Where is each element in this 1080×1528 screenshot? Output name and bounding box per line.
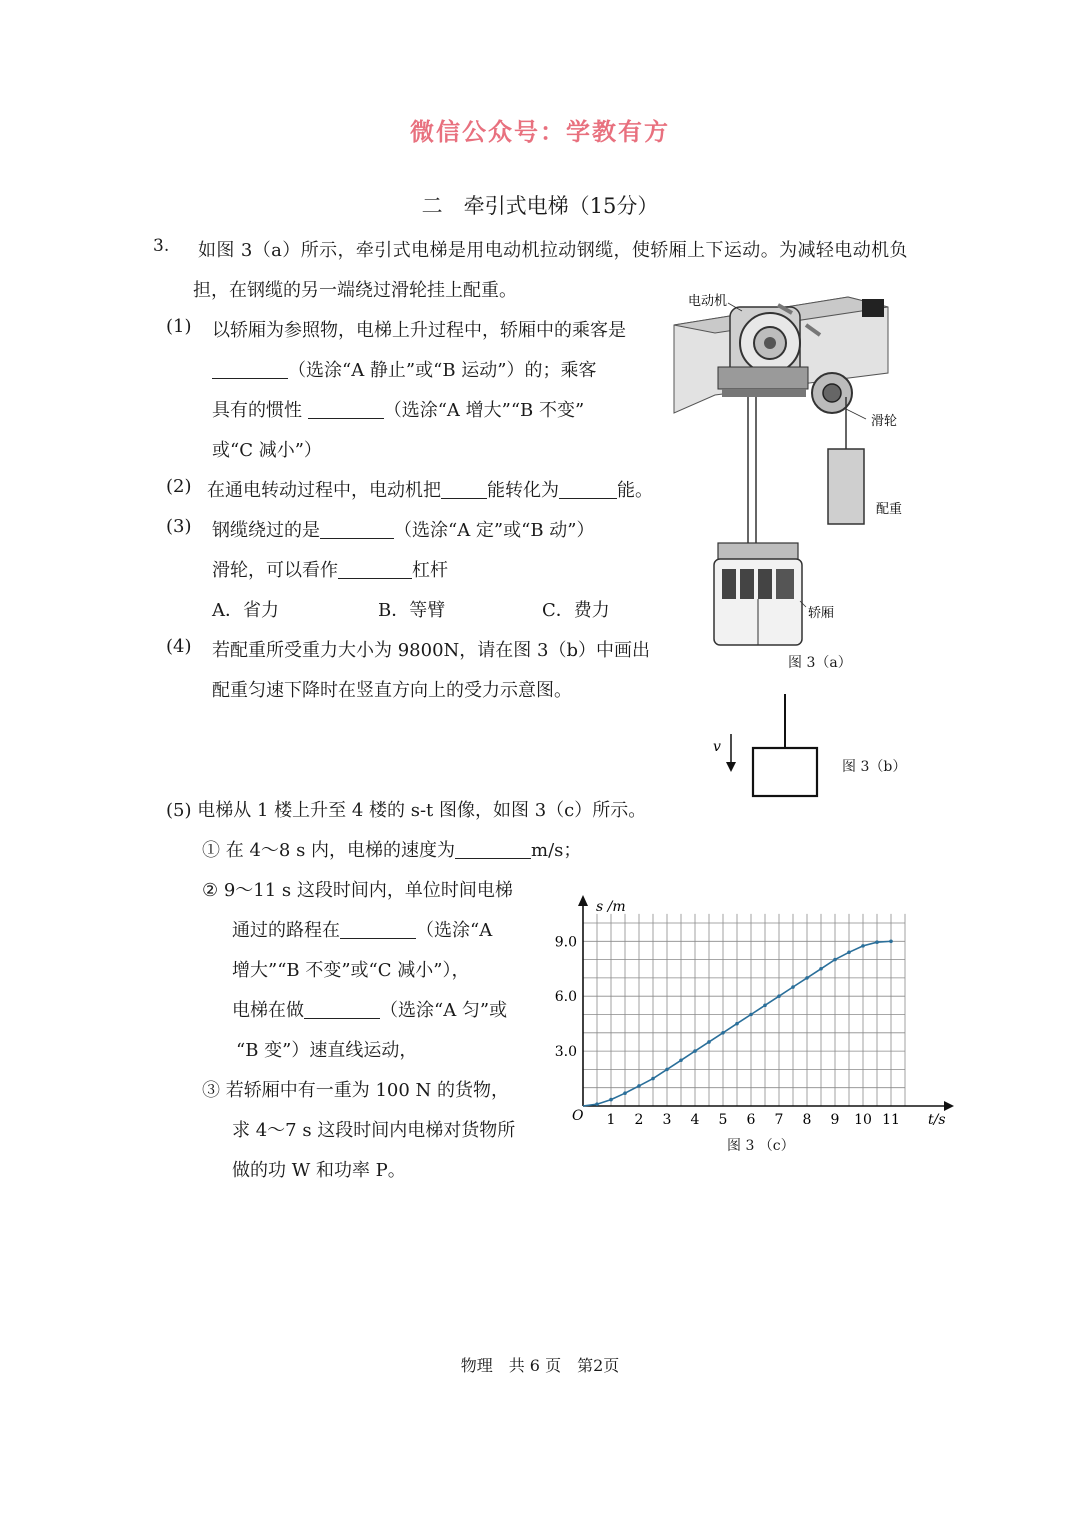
- x-tick-label: 8: [802, 1112, 812, 1128]
- data-point: [595, 1102, 599, 1106]
- data-point: [777, 994, 781, 998]
- sub-question-5-item-2-line-1: ② 9～11 s 这段时间内，单位时间电梯: [202, 880, 513, 901]
- x-tick-label: 4: [690, 1112, 700, 1128]
- sub-question-1-line-4: 或“C 减小”）: [212, 440, 322, 461]
- sub-question-3-number: (3): [166, 516, 192, 537]
- velocity-label: v: [713, 739, 721, 755]
- option-a: A．省力: [212, 600, 279, 621]
- data-point: [749, 1013, 753, 1017]
- data-point: [819, 967, 823, 971]
- motor-label: 电动机: [688, 294, 728, 309]
- data-point: [721, 1031, 725, 1035]
- sub-question-1-number: (1): [166, 316, 192, 337]
- y-tick-label: 6.0: [554, 989, 577, 1006]
- data-point: [651, 1077, 655, 1081]
- sub-question-5-item-2-line-5: “B 变”）速直线运动，: [236, 1040, 418, 1061]
- data-point: [679, 1058, 683, 1062]
- origin-label: O: [572, 1108, 584, 1124]
- figure-b-caption: 图 3（b）: [842, 759, 907, 775]
- answer-blank[interactable]: [441, 480, 487, 499]
- intro-line-2: 担，在钢缆的另一端绕过滑轮挂上配重。: [193, 280, 517, 301]
- data-point: [861, 944, 865, 948]
- intro-line-1: 如图 3（a）所示，牵引式电梯是用电动机拉动钢缆，使轿厢上下运动。为减轻电动机负: [198, 240, 908, 261]
- figure-a-caption: 图 3（a）: [788, 655, 852, 671]
- x-tick-label: 5: [718, 1112, 728, 1128]
- data-point: [833, 958, 837, 962]
- question-number: 3.: [153, 236, 170, 256]
- x-tick-label: 6: [746, 1112, 756, 1128]
- sub-question-2-number: (2): [166, 476, 192, 497]
- data-point: [889, 940, 893, 944]
- sub-question-3-line-1: 钢缆绕过的是 （选涂“A 定”或“B 动”）: [212, 520, 595, 541]
- data-point: [637, 1084, 641, 1088]
- option-b: B．等臂: [378, 600, 446, 621]
- sub-question-1-line-2: （选涂“A 静止”或“B 运动”）的；乘客: [212, 356, 596, 382]
- data-point: [763, 1004, 767, 1008]
- data-point: [609, 1098, 613, 1102]
- answer-blank[interactable]: [304, 1000, 380, 1019]
- page-footer: 物理 共 6 页 第2页: [460, 1356, 620, 1375]
- x-tick-label: 7: [774, 1112, 784, 1128]
- answer-blank[interactable]: [559, 480, 617, 499]
- answer-blank[interactable]: [212, 360, 288, 379]
- y-tick-label: 3.0: [554, 1044, 577, 1061]
- y-tick-label: 9.0: [554, 934, 577, 951]
- sub-question-5-heading: (5) 电梯从 1 楼上升至 4 楼的 s-t 图像，如图 3（c）所示。: [166, 800, 647, 821]
- pulley-label: 滑轮: [871, 414, 898, 429]
- sub-question-5-item-2-line-4: 电梯在做 （选涂“A 匀”或: [232, 1000, 508, 1021]
- answer-blank[interactable]: [320, 520, 394, 539]
- counterweight-diagram: [705, 692, 835, 800]
- sub-question-4-number: (4): [166, 636, 192, 657]
- x-tick-label: 11: [882, 1112, 900, 1128]
- sub-question-5-item-1: ① 在 4～8 s 内，电梯的速度为 m/s；: [202, 840, 582, 861]
- chart-grid: [583, 914, 905, 1106]
- option-c: C．费力: [542, 600, 610, 621]
- answer-blank[interactable]: [340, 920, 416, 939]
- s-t-chart: [550, 890, 960, 1140]
- data-point: [693, 1049, 697, 1053]
- data-point: [875, 940, 879, 944]
- chart-axes: [578, 895, 954, 1111]
- counterweight-label: 配重: [876, 502, 903, 517]
- data-point: [735, 1022, 739, 1026]
- sub-question-2-text: 在通电转动过程中，电动机把 能转化为 能。: [207, 480, 653, 501]
- sub-question-5-item-2-line-3: 增大”“B 不变”或“C 减小”），: [232, 960, 470, 981]
- answer-blank[interactable]: [455, 840, 531, 859]
- sub-question-1-line-3: 具有的惯性 （选涂“A 增大”“B 不变”: [212, 400, 585, 421]
- elevator-illustration: [670, 285, 903, 670]
- watermark: 微信公众号：学教有方: [410, 117, 670, 146]
- sub-question-5-item-3-line-2: 求 4～7 s 这段时间内电梯对货物所: [232, 1120, 516, 1141]
- x-tick-label: 2: [634, 1112, 644, 1128]
- sub-question-5-item-2-line-2: 通过的路程在 （选涂“A: [232, 920, 493, 941]
- data-point: [707, 1040, 711, 1044]
- x-tick-label: 1: [606, 1112, 616, 1128]
- y-axis-label: s /m: [596, 899, 626, 915]
- data-point: [805, 976, 809, 980]
- x-tick-label: 3: [662, 1112, 672, 1128]
- data-point: [791, 985, 795, 989]
- answer-blank[interactable]: [308, 400, 384, 419]
- data-point: [665, 1068, 669, 1072]
- sub-question-3-line-2: 滑轮，可以看作 杠杆: [212, 560, 448, 581]
- data-point: [623, 1091, 627, 1095]
- answer-blank[interactable]: [338, 560, 412, 579]
- x-tick-label: 10: [854, 1112, 872, 1128]
- sub-question-5-item-3-line-1: ③ 若轿厢中有一重为 100 N 的货物，: [202, 1080, 509, 1101]
- sub-question-5-item-3-line-3: 做的功 W 和功率 P。: [232, 1160, 406, 1181]
- x-tick-label: 9: [830, 1112, 840, 1128]
- figure-c-caption: 图 3 （c）: [727, 1138, 795, 1154]
- sub-question-4-line-2: 配重匀速下降时在竖直方向上的受力示意图。: [212, 680, 572, 701]
- car-label: 轿厢: [808, 606, 835, 621]
- sub-question-1-line-1: 以轿厢为参照物，电梯上升过程中，轿厢中的乘客是: [212, 320, 626, 341]
- sub-question-4-line-1: 若配重所受重力大小为 9800N，请在图 3（b）中画出: [212, 640, 650, 661]
- data-point: [847, 950, 851, 954]
- section-title: 二 牵引式电梯（15分）: [421, 194, 659, 218]
- x-axis-label: t/s: [928, 1112, 946, 1128]
